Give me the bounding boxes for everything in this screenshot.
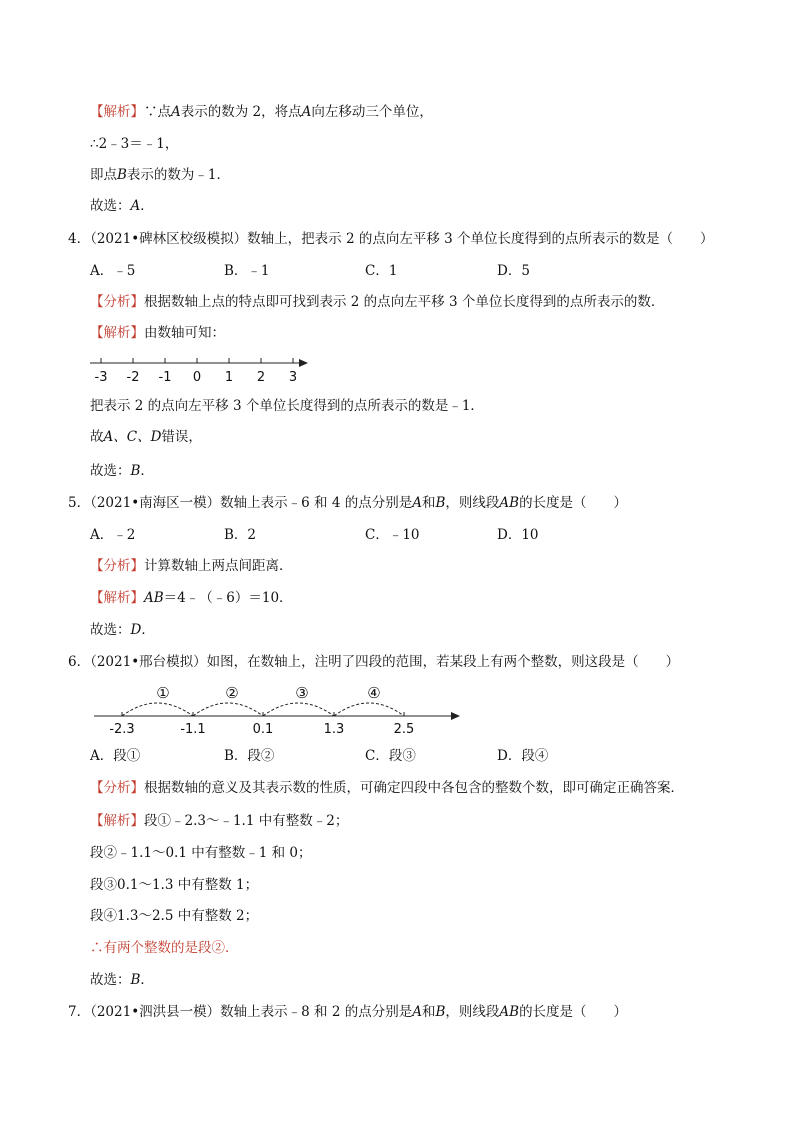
jiexi-tag: 【解析】 (90, 590, 144, 606)
q6-number-line (86, 680, 470, 740)
q7-stem: 7．（2021•泗洪县一模）数轴上表示﹣8 和 2 的点分别是A和B，则线段AB的长度是（ ） (68, 1004, 628, 1020)
fenxi-tag: 【分析】 (90, 558, 144, 574)
q3-result-line: 即点B表示的数为﹣1． (90, 167, 231, 183)
tick-label: -1 (158, 370, 172, 385)
q4-option-c: C．1 (365, 263, 398, 279)
tick-label: 0 (192, 370, 202, 385)
jiexi-tag: 【解析】 (90, 104, 144, 120)
q3-jiexi-line: 【解析】∵点A表示的数为 2，将点A向左移动三个单位， (90, 104, 433, 120)
segment-label: ④ (367, 684, 381, 702)
q3-calc-line: ∴2﹣3＝﹣1， (90, 136, 179, 152)
q5-jiexi: 【解析】AB＝4﹣（﹣6）＝10． (90, 590, 293, 606)
q6-option-b: B．段② (224, 748, 275, 764)
q4-number-line (86, 352, 316, 386)
q4-option-d: D．5 (497, 263, 530, 279)
q3-answer-line: 故选：A． (90, 198, 154, 214)
q6-option-c: C．段③ (365, 748, 416, 764)
q6-jiexi-4: 段④1.3～2.5 中有整数 2； (90, 908, 259, 924)
tick-label: 1.3 (323, 722, 345, 737)
q6-stem: 6．（2021•邢台模拟）如图，在数轴上，注明了四段的范围，若某段上有两个整数，则这段是（ ） (68, 654, 680, 670)
q5-fenxi: 【分析】计算数轴上两点间距离． (90, 558, 293, 574)
q4-stem: 4．（2021•碑林区校级模拟）数轴上，把表示 2 的点向左平移 3 个单位长度得到的点所表示的数是（ ） (68, 231, 714, 247)
q4-fenxi: 【分析】根据数轴上点的特点即可找到表示 2 的点向左平移 3 个单位长度得到的点所表示的数． (90, 294, 665, 310)
q4-jiexi: 【解析】由数轴可知： (90, 325, 225, 341)
q6-conclusion: ∴有两个整数的是段②． (90, 940, 239, 956)
q6-jiexi-1: 【解析】段①﹣2.3～﹣1.1 中有整数﹣2； (90, 813, 349, 829)
tick-label: 2 (256, 370, 266, 385)
q4-wrong: 故A、C、D错误， (90, 429, 202, 445)
q6-jiexi-2: 段②﹣1.1～0.1 中有整数﹣1 和 0； (90, 845, 312, 861)
jiexi-tag: 【解析】 (90, 813, 144, 829)
tick-label: 3 (288, 370, 298, 385)
q6-answer: 故选：B． (90, 972, 154, 988)
tick-label: 0.1 (252, 722, 274, 737)
tick-label: -2 (126, 370, 140, 385)
q5-stem: 5．（2021•南海区一模）数轴上表示﹣6 和 4 的点分别是A和B，则线段AB的长度是（ ） (68, 495, 628, 511)
tick-label: 2.5 (393, 722, 415, 737)
q4-option-a: A．﹣5 (90, 263, 136, 279)
segment-label: ① (156, 684, 170, 702)
q4-answer: 故选：B． (90, 463, 154, 479)
q5-answer: 故选：D． (90, 622, 155, 638)
q4-result: 把表示 2 的点向左平移 3 个单位长度得到的点所表示的数是﹣1． (90, 398, 484, 414)
fenxi-tag: 【分析】 (90, 294, 144, 310)
q5-option-b: B．2 (224, 527, 257, 543)
jiexi-tag: 【解析】 (90, 325, 144, 341)
q6-option-d: D．段④ (497, 748, 549, 764)
q6-jiexi-3: 段③0.1～1.3 中有整数 1； (90, 877, 259, 893)
q4-option-b: B．﹣1 (224, 263, 270, 279)
q5-option-c: C．﹣10 (365, 527, 420, 543)
q5-option-d: D．10 (497, 527, 539, 543)
q5-option-a: A．﹣2 (90, 527, 136, 543)
tick-label: 1 (224, 370, 234, 385)
fenxi-tag: 【分析】 (90, 780, 144, 796)
q6-fenxi: 【分析】根据数轴的意义及其表示数的性质，可确定四段中各包含的整数个数，即可确定正确答案． (90, 780, 684, 796)
segment-label: ③ (295, 684, 309, 702)
tick-label: -3 (94, 370, 108, 385)
q6-option-a: A．段① (90, 748, 141, 764)
tick-label: -2.3 (109, 722, 135, 737)
segment-label: ② (225, 684, 239, 702)
tick-label: -1.1 (180, 722, 206, 737)
